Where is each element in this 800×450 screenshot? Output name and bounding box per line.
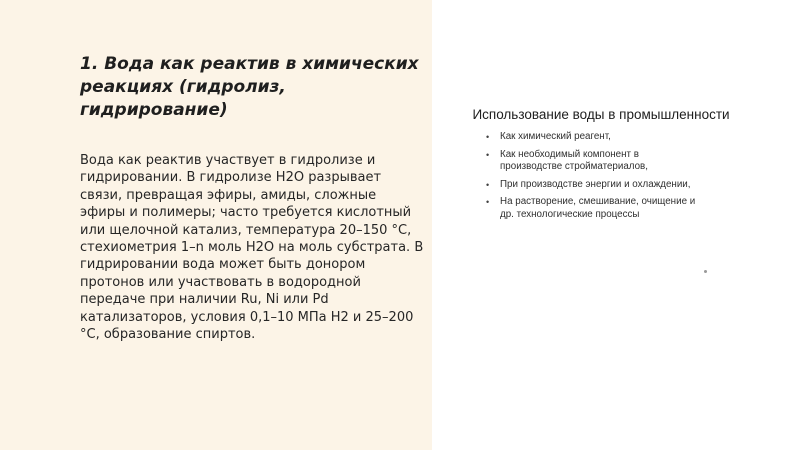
list-item: [470, 149, 700, 174]
bullet-icon: •: [486, 197, 490, 207]
figure-bullet-list: [470, 131, 740, 221]
list-item: [470, 131, 700, 144]
list-item: [470, 196, 700, 221]
slide-title: 1. Вода как реактив в химических реакциях (гидролиз, гидрирование): [80, 54, 419, 120]
bullet-icon: •: [486, 179, 490, 190]
list-item-text: Как необходимый компонент в производстве стройматериалов,: [500, 148, 648, 172]
bullet-icon: •: [486, 132, 490, 142]
list-item-text: На растворение, смешивание, очищение и др. технологические процессы: [500, 196, 696, 220]
list-item-text: При производстве энергии и охлаждении,: [500, 178, 691, 190]
embedded-figure: [470, 100, 740, 280]
dot-mark-icon: [704, 270, 707, 273]
list-item-text: Как химический реагент,: [500, 131, 611, 142]
slide-body-text: Вода как реактив участвует в гидролизе и гидрировании. В гидролизе H2O разрывает связи, превращая эфиры, амиды, сложные эфиры и полимеры; часто требуется кислотный или щелочной катализ, температура 20–150 °C, стехиометрия 1–n моль H2O на моль субстрата. В гидрировании вода может быть донором протонов или участвовать в водородной передаче при наличии Ru, Ni или Pd катализаторов, условия 0,1–10 МПа H2 и 25–200 °C, образование спиртов.: [80, 153, 424, 343]
figure-title: Использование воды в промышленности: [472, 107, 730, 122]
list-item: [470, 179, 700, 192]
bullet-icon: •: [486, 149, 490, 160]
